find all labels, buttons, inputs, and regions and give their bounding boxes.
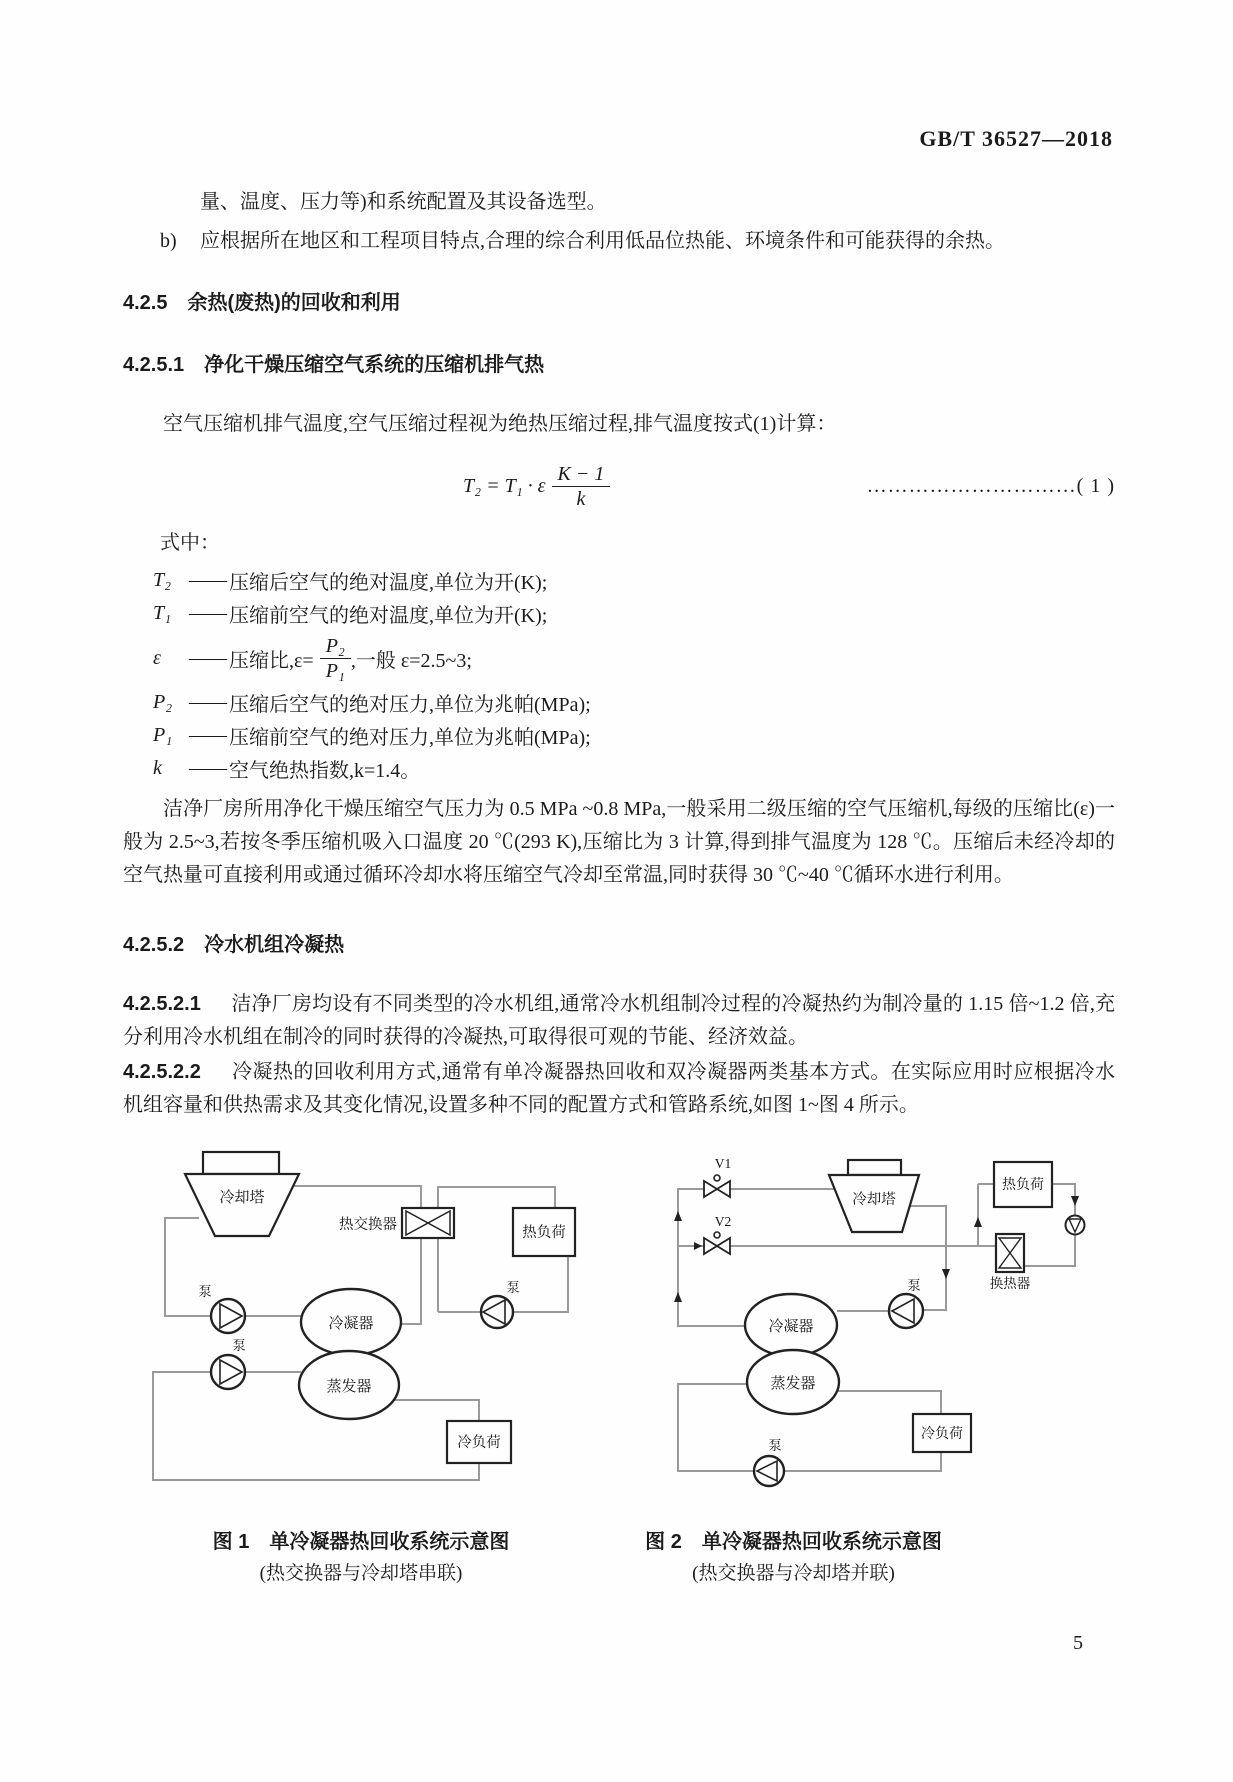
- definition-text: [229, 635, 472, 682]
- condenser-label: 冷凝器: [768, 1319, 814, 1335]
- figure-2-diagram: [601, 1144, 1106, 1499]
- fraction-numerator: K − 1: [552, 463, 611, 487]
- standard-number: GB/T 36527—2018: [919, 126, 1113, 151]
- pump-2-label: 泵: [232, 1338, 246, 1353]
- clause-number: 4.2.5.2.1: [123, 993, 201, 1015]
- figure-1-caption: [135, 1527, 587, 1591]
- where-label: 式中：: [160, 532, 220, 554]
- dash: ——: [189, 646, 225, 669]
- valve-v1: [704, 1175, 730, 1197]
- pressure-ratio-fraction: [320, 635, 351, 682]
- definition-row: [123, 630, 1115, 686]
- dash: ——: [189, 724, 225, 746]
- figure-1-caption-subtitle: (热交换器与冷却塔串联): [259, 1563, 463, 1584]
- page-content: [123, 186, 1115, 1591]
- symbol: ε: [153, 646, 161, 669]
- figure-captions: [123, 1527, 1115, 1591]
- dash: ——: [189, 569, 225, 591]
- definition-text: 压缩后空气的绝对压力,单位为兆帕(MPa);: [229, 694, 591, 716]
- heat-load-label: 热负荷: [1002, 1178, 1044, 1193]
- paragraph-4-2-5-2-1: [123, 988, 1115, 1054]
- small-pump: [1066, 1216, 1085, 1235]
- evaporator-label: 蒸发器: [770, 1376, 816, 1392]
- paragraph-4-2-5-2-2: [123, 1056, 1115, 1122]
- symbol: T₂: [153, 569, 172, 591]
- condenser-pump: [889, 1294, 923, 1328]
- bottom-pump-label: 泵: [768, 1438, 782, 1453]
- definition-row: [123, 719, 1115, 752]
- figure-2-caption-title: 图 2 单冷凝器热回收系统示意图: [645, 1531, 942, 1553]
- definition-row: [123, 597, 1115, 630]
- cold-load-label: 冷负荷: [921, 1427, 963, 1442]
- leader-dots: …………………………: [866, 474, 1077, 497]
- symbol: T₁: [153, 602, 172, 624]
- figure-2-svg: [601, 1144, 1101, 1494]
- clause-text: 洁净厂房均设有不同类型的冷水机组,通常冷水机组制冷过程的冷凝热约为制冷量的 1.15 倍~1.2 倍,充分利用冷水机组在制冷的同时获得的冷凝热,可取得很可观的节能、经济效益。: [123, 993, 1116, 1048]
- valve-v1-label: V1: [714, 1156, 732, 1171]
- equation-leader-dots: [867, 475, 1115, 498]
- page-number: 5: [1073, 1632, 1083, 1654]
- cooling-tower-label: 冷却塔: [219, 1190, 265, 1206]
- epsilon-def-prefix: 压缩比,ε=: [229, 649, 314, 672]
- symbol: k: [153, 757, 162, 779]
- cold-load-label: 冷负荷: [457, 1435, 501, 1451]
- pump-1-label: 泵: [198, 1284, 212, 1299]
- figure-2-caption: [601, 1527, 1106, 1591]
- symbol-definitions: [123, 564, 1115, 785]
- definition-row: [123, 752, 1115, 785]
- list-item-b-text: 应根据所在地区和工程项目特点,合理的综合利用低品位热能、环境条件和可能获得的余热。: [200, 230, 1005, 252]
- clause-number: 4.2.5.2.2: [123, 1061, 201, 1083]
- equation-exponent-fraction: [552, 463, 611, 510]
- equation-number: ( 1 ): [1076, 474, 1115, 497]
- clause-text: 冷凝热的回收利用方式,通常有单冷凝器热回收和双冷凝器两类基本方式。在实际应用时应根据冷水机组容量和供热需求及其变化情况,设置多种不同的配置方式和管路系统,如图 1~图 4 所示。: [123, 1061, 1116, 1116]
- pump-2: [211, 1355, 245, 1389]
- fraction-denominator: P₁: [325, 659, 345, 682]
- condenser-pump-label: 泵: [907, 1278, 921, 1293]
- heading-4-2-5: 4.2.5 余热(废热)的回收和利用: [123, 292, 401, 314]
- carryover-line: 量、温度、压力等)和系统配置及其设备选型。: [200, 191, 607, 213]
- pump-3: [481, 1296, 513, 1328]
- definition-text: 压缩前空气的绝对压力,单位为兆帕(MPa);: [229, 727, 591, 749]
- heat-exchanger: [402, 1208, 454, 1238]
- equation-lhs: T₂ = T₁ · ε: [463, 474, 546, 497]
- equation-1-expression: [463, 463, 610, 510]
- figure-1-caption-title: 图 1 单冷凝器热回收系统示意图: [212, 1531, 510, 1553]
- cooling-tower-label: 冷却塔: [852, 1192, 896, 1208]
- list-item-b-label: b): [160, 230, 177, 252]
- definition-row: [123, 686, 1115, 719]
- heat-load-label: 热负荷: [522, 1225, 566, 1241]
- fraction-numerator: P₂: [320, 635, 351, 659]
- dash: ——: [189, 602, 225, 624]
- figure-2-caption-subtitle: (热交换器与冷却塔并联): [692, 1563, 895, 1584]
- evaporator-label: 蒸发器: [326, 1379, 372, 1395]
- definition-text: 空气绝热指数,k=1.4。: [229, 760, 421, 782]
- epsilon-def-suffix: ,一般 ε=2.5~3;: [350, 649, 472, 672]
- bottom-pump: [754, 1456, 784, 1486]
- figure-1-svg: [135, 1144, 587, 1494]
- figures-row: [135, 1144, 1115, 1499]
- paragraph-4-2-5-1: 空气压缩机排气温度,空气压缩过程视为绝热压缩过程,排气温度按式(1)计算：: [163, 413, 837, 435]
- equation-1: [123, 457, 1115, 515]
- dash: ——: [189, 691, 225, 713]
- condenser-label: 冷凝器: [328, 1316, 374, 1332]
- figure-1-diagram: [135, 1144, 587, 1499]
- definition-row: [123, 564, 1115, 597]
- pump-3-label: 泵: [506, 1280, 520, 1295]
- valve-v2-label: V2: [714, 1214, 732, 1229]
- definition-text: 压缩前空气的绝对温度,单位为开(K);: [229, 605, 548, 627]
- heat-exchanger: [996, 1234, 1024, 1272]
- valve-v2: [704, 1232, 730, 1254]
- list-item-b: [123, 225, 1115, 258]
- symbol: P₂: [153, 691, 173, 713]
- heat-exchanger-label: 换热器: [989, 1276, 1031, 1291]
- heat-exchanger-label: 热交换器: [339, 1217, 397, 1233]
- fraction-denominator: k: [576, 487, 586, 510]
- symbol: P₁: [153, 724, 173, 746]
- pump-1: [211, 1299, 245, 1333]
- dash: ——: [189, 757, 225, 779]
- heading-4-2-5-1: 4.2.5.1 净化干燥压缩空气系统的压缩机排气热: [123, 354, 545, 376]
- heading-4-2-5-2: 4.2.5.2 冷水机组冷凝热: [123, 934, 345, 956]
- definition-text: 压缩后空气的绝对温度,单位为开(K);: [229, 572, 548, 594]
- paragraph-compressed-air: 洁净厂房所用净化干燥压缩空气压力为 0.5 MPa ~0.8 MPa,一般采用二级压缩的空气压缩机,每级的压缩比(ε)一般为 2.5~3,若按冬季压缩机吸入口温度 20 ℃(293 K),压缩比为 3 计算,得到排气温度为 128 ℃。压缩后未经冷却的空气热量可直接利用或通过循环冷却水将压缩空气冷却至常温,同时获得 30 ℃~40 ℃循环水进行利用。: [123, 798, 1115, 886]
